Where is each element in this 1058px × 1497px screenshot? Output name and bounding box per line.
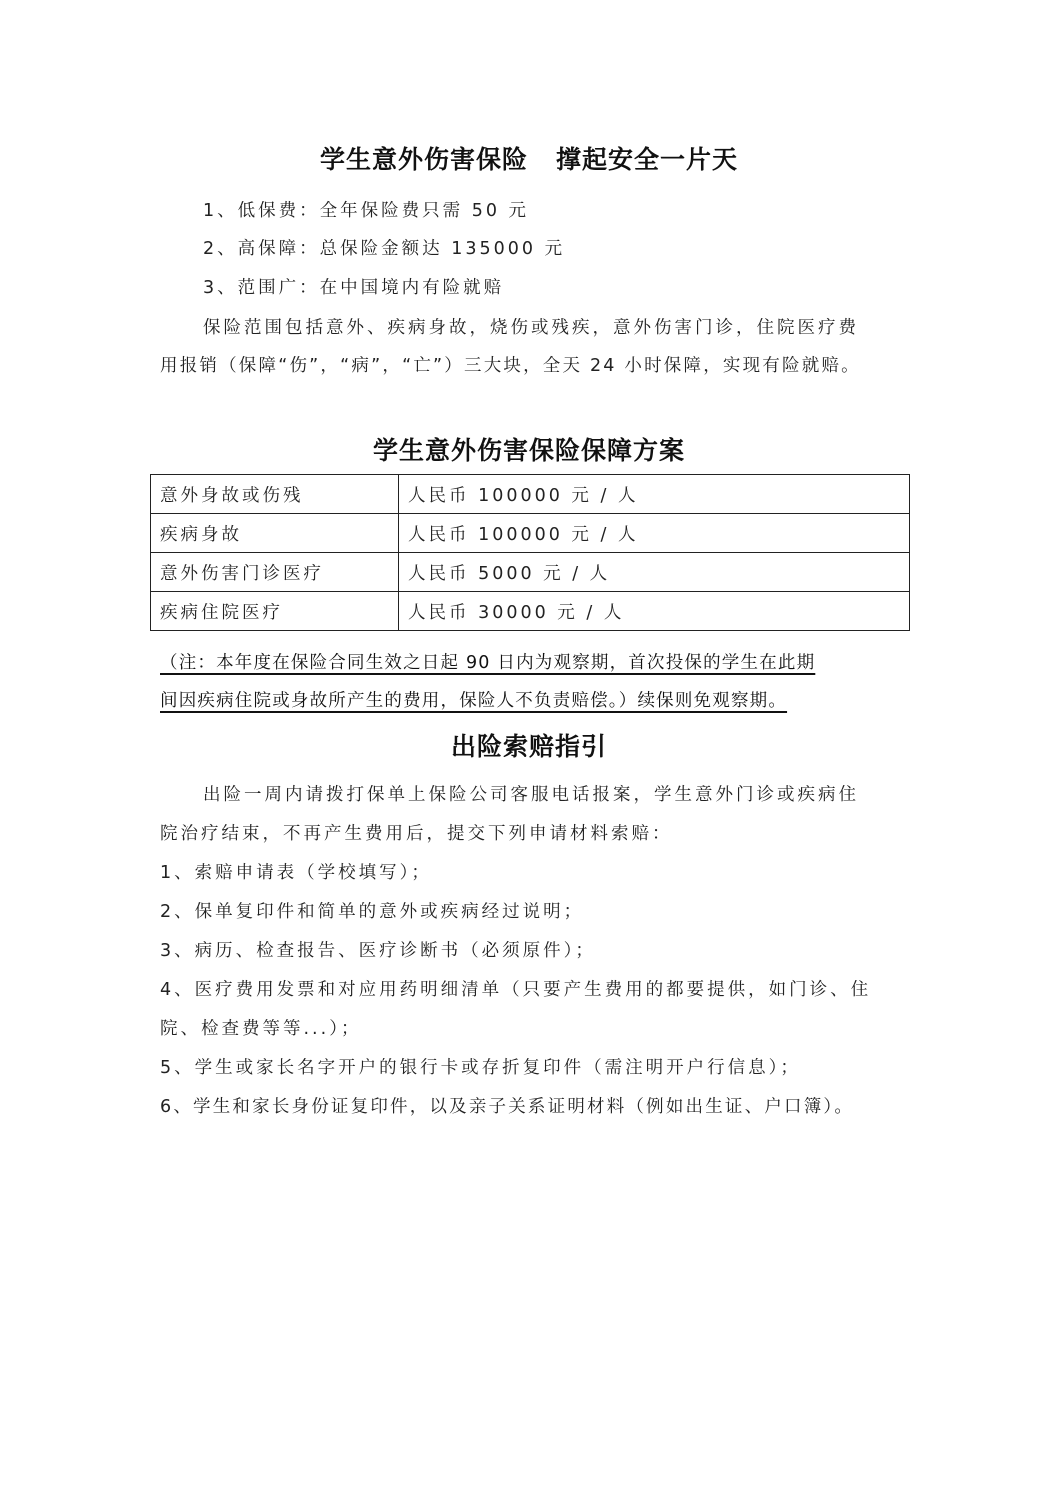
observation-note-line2: 间因疾病住院或身故所产生的费用，保险人不负责赔偿。）续保则免观察期。 — [160, 691, 788, 711]
highlight-label: 范围广： — [237, 278, 320, 298]
document-title — [0, 140, 1058, 176]
coverage-amount: 人民币 5000 元 / 人 — [399, 553, 910, 592]
scope-paragraph-line1: 保险范围包括意外、疾病身故，烧伤或残疾，意外伤害门诊，住院医疗费 — [203, 318, 859, 338]
highlight-text: 全年保险费只需 50 元 — [319, 201, 530, 221]
claim-requirement-continued: 院、检查费等等...）； — [160, 1019, 362, 1039]
highlight-number: 3、 — [203, 278, 238, 298]
claim-requirement: 5、学生或家长名字开户的银行卡或存折复印件（需注明开户行信息）； — [160, 1058, 801, 1078]
coverage-amount: 人民币 100000 元 / 人 — [399, 514, 910, 553]
highlight-label: 低保费： — [237, 201, 320, 221]
table-row — [151, 514, 910, 553]
claim-requirement: 6、学生和家长身份证复印件，以及亲子关系证明材料（例如出生证、户口簿）。 — [160, 1097, 855, 1117]
coverage-item: 疾病身故 — [151, 514, 399, 553]
coverage-amount: 人民币 100000 元 / 人 — [399, 475, 910, 514]
table-row — [151, 592, 910, 631]
highlight-item — [203, 274, 504, 299]
highlight-text: 在中国境内有险就赔 — [319, 278, 505, 298]
plan-title: 学生意外伤害保险保障方案 — [372, 436, 685, 465]
highlight-text: 总保险金额达 135000 元 — [319, 239, 566, 259]
table-row — [151, 553, 910, 592]
coverage-item: 疾病住院医疗 — [151, 592, 399, 631]
coverage-item: 意外伤害门诊医疗 — [151, 553, 399, 592]
highlight-item — [203, 235, 565, 260]
claim-requirement: 1、索赔申请表（学校填写）； — [160, 863, 432, 883]
scope-paragraph-line2: 用报销（保障“伤”，“病”，“亡”）三大块，全天 24 小时保障，实现有险就赔。 — [160, 356, 861, 376]
claim-requirement: 2、保单复印件和简单的意外或疾病经过说明； — [160, 902, 585, 922]
highlight-label: 高保障： — [237, 239, 320, 259]
table-row — [151, 475, 910, 514]
claim-requirement: 3、病历、检查报告、医疗诊断书（必须原件）； — [160, 941, 596, 961]
coverage-table — [150, 474, 910, 631]
claims-intro-line2: 院治疗结束，不再产生费用后，提交下列申请材料索赔： — [160, 824, 673, 844]
claims-intro-line1: 出险一周内请拨打保单上保险公司客服电话报案，学生意外门诊或疾病住 — [203, 785, 859, 805]
claims-title: 出险索赔指引 — [450, 732, 607, 761]
claim-requirement: 4、医疗费用发票和对应用药明细清单（只要产生费用的都要提供，如门诊、住 — [160, 980, 872, 1000]
observation-note-line1: （注：本年度在保险合同生效之日起 90 日内为观察期，首次投保的学生在此期 — [160, 653, 816, 673]
coverage-amount: 人民币 30000 元 / 人 — [399, 592, 910, 631]
title-slogan: 撑起安全一片天 — [556, 145, 739, 174]
highlight-item — [203, 197, 529, 222]
highlight-number: 1、 — [203, 201, 238, 221]
title-main: 学生意外伤害保险 — [319, 145, 528, 174]
highlight-number: 2、 — [203, 239, 238, 259]
coverage-item: 意外身故或伤残 — [151, 475, 399, 514]
